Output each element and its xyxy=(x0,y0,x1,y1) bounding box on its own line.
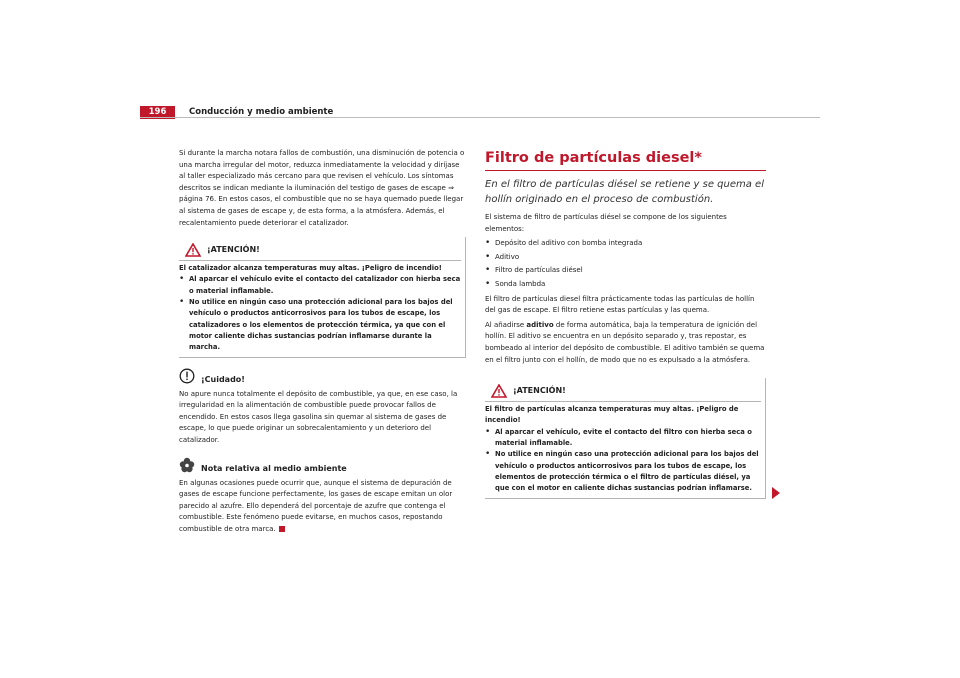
caution-title: ¡Cuidado! xyxy=(201,374,245,384)
additive-prefix: Al añadirse xyxy=(485,320,527,329)
additive-paragraph xyxy=(485,320,766,366)
env-note-title: Nota relativa al medio ambiente xyxy=(201,463,347,473)
bullet-dot: • xyxy=(179,297,185,308)
continue-arrow-icon xyxy=(772,487,780,499)
components-intro: El sistema de filtro de partículas diésel se compone de los siguientes elementos: xyxy=(485,213,727,233)
warning-box-catalyst xyxy=(179,237,466,357)
additive-term: aditivo xyxy=(526,320,554,329)
list-item-text: Depósito del aditivo con bomba integrada xyxy=(495,239,643,248)
bullet-dot: • xyxy=(485,238,491,249)
section-title-rule xyxy=(485,170,766,171)
env-note-body: En algunas ocasiones puede ocurrir que, aunque el sistema de depuración de gases de escape funcione perfectamente, los gases de escape emitan un olor parecido al azufre. Ello dependerá del porcentaje de azufre que contenga el combustible. Este fenómeno puede evitarse, en muchos casos, repostando combustible de otra marca. xyxy=(179,478,453,533)
list-item xyxy=(485,238,766,250)
filter-paragraph: El filtro de partículas diesel filtra prácticamente todas las partículas de hollín del gas de escape. El filtro retiene estas partículas y las quema. xyxy=(485,294,755,315)
section-title: Filtro de partículas diesel* xyxy=(485,150,702,166)
list-item xyxy=(485,252,766,264)
warning-bullet xyxy=(485,449,761,494)
end-of-section-icon xyxy=(279,526,285,532)
caution-text: No apure nunca totalmente el depósito de combustible, ya que, en ese caso, la irregularidad en la alimentación de combustible puede provocar fallos de encendido. En estos casos llega gasolina sin quemar al sistema de gases de escape, lo que puede originar un sobrecalentamiento y un deterioro del catalizador. xyxy=(179,389,458,444)
warning-bullet-text: Al aparcar el vehículo evite el contacto del catalizador con hierba seca o material inflamable. xyxy=(189,275,461,295)
caution-exclamation-icon xyxy=(179,368,195,384)
warning-bullet-text: No utilice en ningún caso una protección adicional para los bajos del vehículo o productos anticorrosivos para los tubos de escape, los elementos de protección térmica o el filtro de partículas diésel, ya que con el motor en caliente dichas sustancias podrían inflamarse. xyxy=(495,450,759,493)
right-column xyxy=(485,148,766,499)
bullet-dot: • xyxy=(179,274,185,285)
env-note-text xyxy=(179,478,466,536)
header-rule xyxy=(140,117,820,118)
warning-header xyxy=(179,239,461,261)
bullet-dot: • xyxy=(485,251,491,262)
components-list xyxy=(485,238,766,290)
warning-title: ¡ATENCIÓN! xyxy=(513,386,566,396)
left-column xyxy=(179,148,466,535)
bullet-dot: • xyxy=(485,278,491,289)
additive-rest: de forma automática, baja la temperatura de ignición del hollín. El aditivo se encuentra en un depósito separado y, tras repostar, es bombeado al interior del depósito de combustible. El aditivo también se quema en el filtro junto con el hollín, de modo que no es expulsado a la atmósfera. xyxy=(485,320,765,364)
bullet-dot: • xyxy=(485,449,491,460)
caution-header xyxy=(179,368,466,384)
warning-box-filter xyxy=(485,378,766,498)
list-item-text: Sonda lambda xyxy=(495,279,546,288)
warning-bullet xyxy=(179,297,461,353)
warning-lead: El filtro de partículas alcanza temperaturas muy altas. ¡Peligro de incendio! xyxy=(485,405,739,425)
list-item-text: Filtro de partículas diésel xyxy=(495,266,583,275)
warning-bullet xyxy=(485,427,761,450)
list-item-text: Aditivo xyxy=(495,252,520,261)
running-title: Conducción y medio ambiente xyxy=(189,107,334,117)
flower-icon xyxy=(179,457,195,473)
section-subtitle: En el filtro de partículas diésel se retiene y se quema el hollín originado en el proceso de combustión. xyxy=(485,179,764,205)
page-number: 196 xyxy=(140,106,175,119)
warning-title: ¡ATENCIÓN! xyxy=(207,245,260,255)
warning-triangle-icon xyxy=(185,243,201,257)
warning-header xyxy=(485,380,761,402)
bullet-dot: • xyxy=(485,265,491,276)
intro-paragraph: Si durante la marcha notara fallos de combustión, una disminución de potencia o una marcha irregular del motor, reduzca inmediatamente la velocidad y diríjase al taller especializado más cercano para que revisen el vehículo. Los síntomas descritos se indican mediante la iluminación del testigo de gases de escape ⇒ página 76. En estos casos, el combustible que no se haya quemado puede llegar al sistema de gases de escape y, de esta forma, a la atmósfera. Además, el recalentamiento puede deteriorar el catalizador. xyxy=(179,149,465,227)
list-item xyxy=(485,279,766,291)
warning-triangle-icon xyxy=(491,384,507,398)
warning-bullet-text: No utilice en ningún caso una protección adicional para los bajos del vehículo o productos anticorrosivos para los tubos de escape, los catalizadores o los elementos de protección térmica, ya que con el motor caliente dichas sustancias podrían inflamarse durante la marcha. xyxy=(189,298,453,352)
warning-bullet xyxy=(179,274,461,297)
list-item xyxy=(485,265,766,277)
env-note-header xyxy=(179,457,466,473)
bullet-dot: • xyxy=(485,426,491,437)
warning-bullet-text: Al aparcar el vehículo, evite el contacto del filtro con hierba seca o material inflamable. xyxy=(495,427,752,448)
warning-lead: El catalizador alcanza temperaturas muy altas. ¡Peligro de incendio! xyxy=(179,264,442,273)
